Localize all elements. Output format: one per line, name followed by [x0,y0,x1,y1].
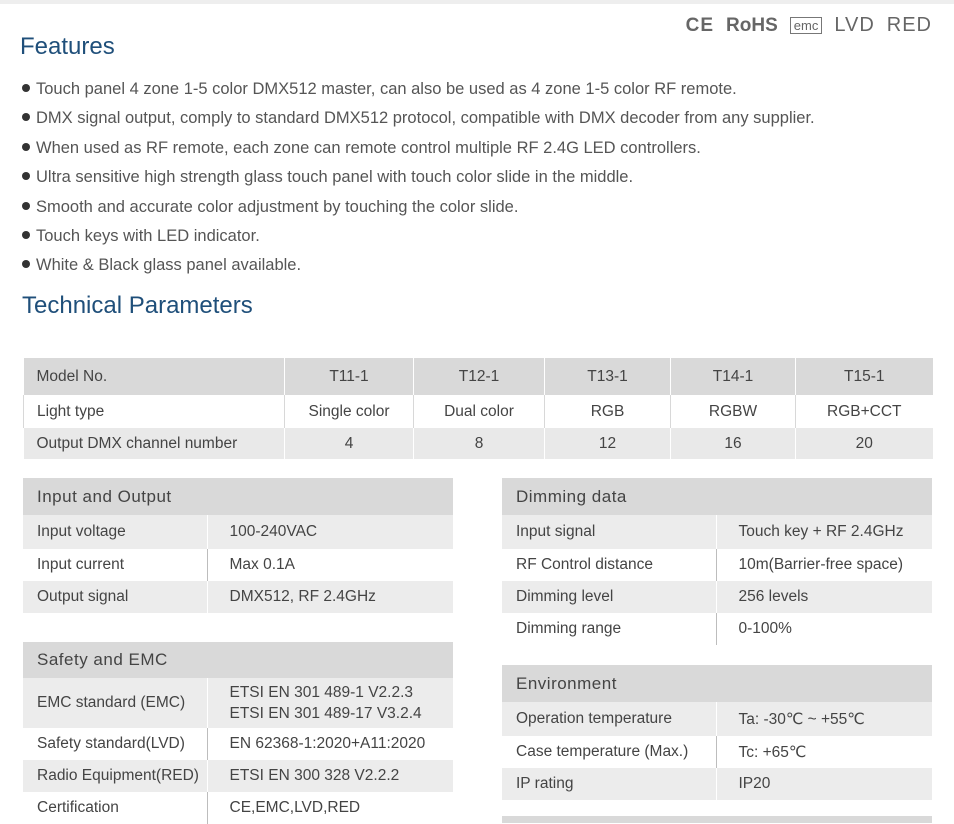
param-value: Ta: -30℃ ~ +55℃ [716,702,932,736]
model-table [23,358,933,459]
emc-mark: emc [790,17,823,34]
feature-item: Touch keys with LED indicator. [22,223,932,252]
param-label: Input signal [502,515,716,549]
param-value: 100-240VAC [207,515,453,549]
table-cell: 8 [414,428,545,459]
table-row [502,613,932,645]
bullet-icon [22,143,30,151]
param-value: Max 0.1A [207,549,453,581]
table-cell: 16 [671,428,796,459]
param-value: 10m(Barrier-free space) [716,549,932,581]
param-value: DMX512, RF 2.4GHz [207,581,453,613]
table-row [23,728,453,760]
header-cell: T13-1 [545,358,671,395]
param-value: IP20 [716,768,932,800]
table-row [502,702,932,736]
param-value: EN 62368-1:2020+A11:2020 [207,728,453,760]
param-value: Touch key + RF 2.4GHz [716,515,932,549]
param-label: Case temperature (Max.) [516,743,689,760]
lvd-mark: LVD [834,14,875,36]
param-value [207,678,453,728]
param-value: Tc: +65℃ [716,736,932,768]
table-cell: Single color [285,395,414,428]
emc-standard-line: ETSI EN 301 489-1 V2.2.3 [229,684,414,701]
table-row [23,549,453,581]
feature-item: Smooth and accurate color adjustment by touching the color slide. [22,194,932,223]
table-row [24,428,933,459]
param-value: 0-100% [716,613,932,645]
safety-emc-title: Safety and EMC [23,642,453,678]
dimming-data-title: Dimming data [502,478,932,515]
table-row [502,549,932,581]
environment-title: Environment [502,665,932,702]
feature-item: Ultra sensitive high strength glass touch panel with touch color slide in the middle. [22,164,932,193]
param-label: EMC standard (EMC) [23,678,207,728]
table-row [23,792,453,824]
technical-parameters-heading: Technical Parameters [22,292,253,319]
header-cell: Model No. [24,358,285,395]
param-label: Input voltage [23,515,207,549]
param-value: ETSI EN 300 328 V2.2.2 [207,760,453,792]
feature-item: DMX signal output, comply to standard DMX512 protocol, compatible with DMX decoder from any supplier. [22,105,932,134]
table-cell: Light type [24,395,285,428]
header-cell: T15-1 [796,358,933,395]
bullet-icon [22,202,30,210]
param-label: Dimming range [516,620,622,637]
bullet-icon [22,231,30,239]
top-divider [0,0,954,4]
table-row [502,768,932,800]
param-label: Radio Equipment(RED) [23,760,207,792]
table-row [24,395,933,428]
environment-table [502,665,932,800]
feature-item: White & Black glass panel available. [22,252,932,281]
features-list [22,76,932,282]
param-label: Output signal [23,581,207,613]
param-label: IP rating [502,768,716,800]
ce-mark: CE [685,14,715,36]
table-cell: 20 [796,428,933,459]
table-cell: RGB+CCT [796,395,933,428]
header-cell: T14-1 [671,358,796,395]
param-label: Certification [37,799,119,816]
rohs-mark: RoHS [726,14,778,36]
table-row [23,760,453,792]
param-value: CE,EMC,LVD,RED [207,792,453,824]
header-cell: T12-1 [414,358,545,395]
dimming-data-table [502,478,932,645]
param-label: RF Control distance [516,556,653,573]
table-row [23,581,453,613]
param-label: Dimming level [502,581,716,613]
feature-item: Touch panel 4 zone 1-5 color DMX512 master, can also be used as 4 zone 1-5 color RF remote. [22,76,932,105]
feature-item: When used as RF remote, each zone can remote control multiple RF 2.4G LED controllers. [22,135,932,164]
param-value: 256 levels [716,581,932,613]
header-cell: T11-1 [285,358,414,395]
red-mark: RED [886,14,932,36]
model-table-header [24,358,933,395]
input-output-title: Input and Output [23,478,453,515]
param-label: Safety standard(LVD) [37,735,185,752]
table-cell: RGB [545,395,671,428]
table-row [23,515,453,549]
emc-standard-line: ETSI EN 301 489-17 V3.2.4 [229,705,422,722]
safety-emc-table [23,642,453,824]
table-row [502,515,932,549]
table-cell: RGBW [671,395,796,428]
table-row [502,581,932,613]
input-output-table [23,478,453,613]
features-heading: Features [20,33,115,60]
bullet-icon [22,172,30,180]
certification-marks [686,14,932,37]
next-section-header [502,816,932,823]
table-cell: 4 [285,428,414,459]
table-row [23,678,453,728]
table-cell: Dual color [414,395,545,428]
bullet-icon [22,113,30,121]
param-label: Operation temperature [502,702,716,736]
param-label: Input current [37,556,125,573]
table-cell: 12 [545,428,671,459]
table-row [502,736,932,768]
bullet-icon [22,84,30,92]
table-cell: Output DMX channel number [24,428,285,459]
bullet-icon [22,260,30,268]
